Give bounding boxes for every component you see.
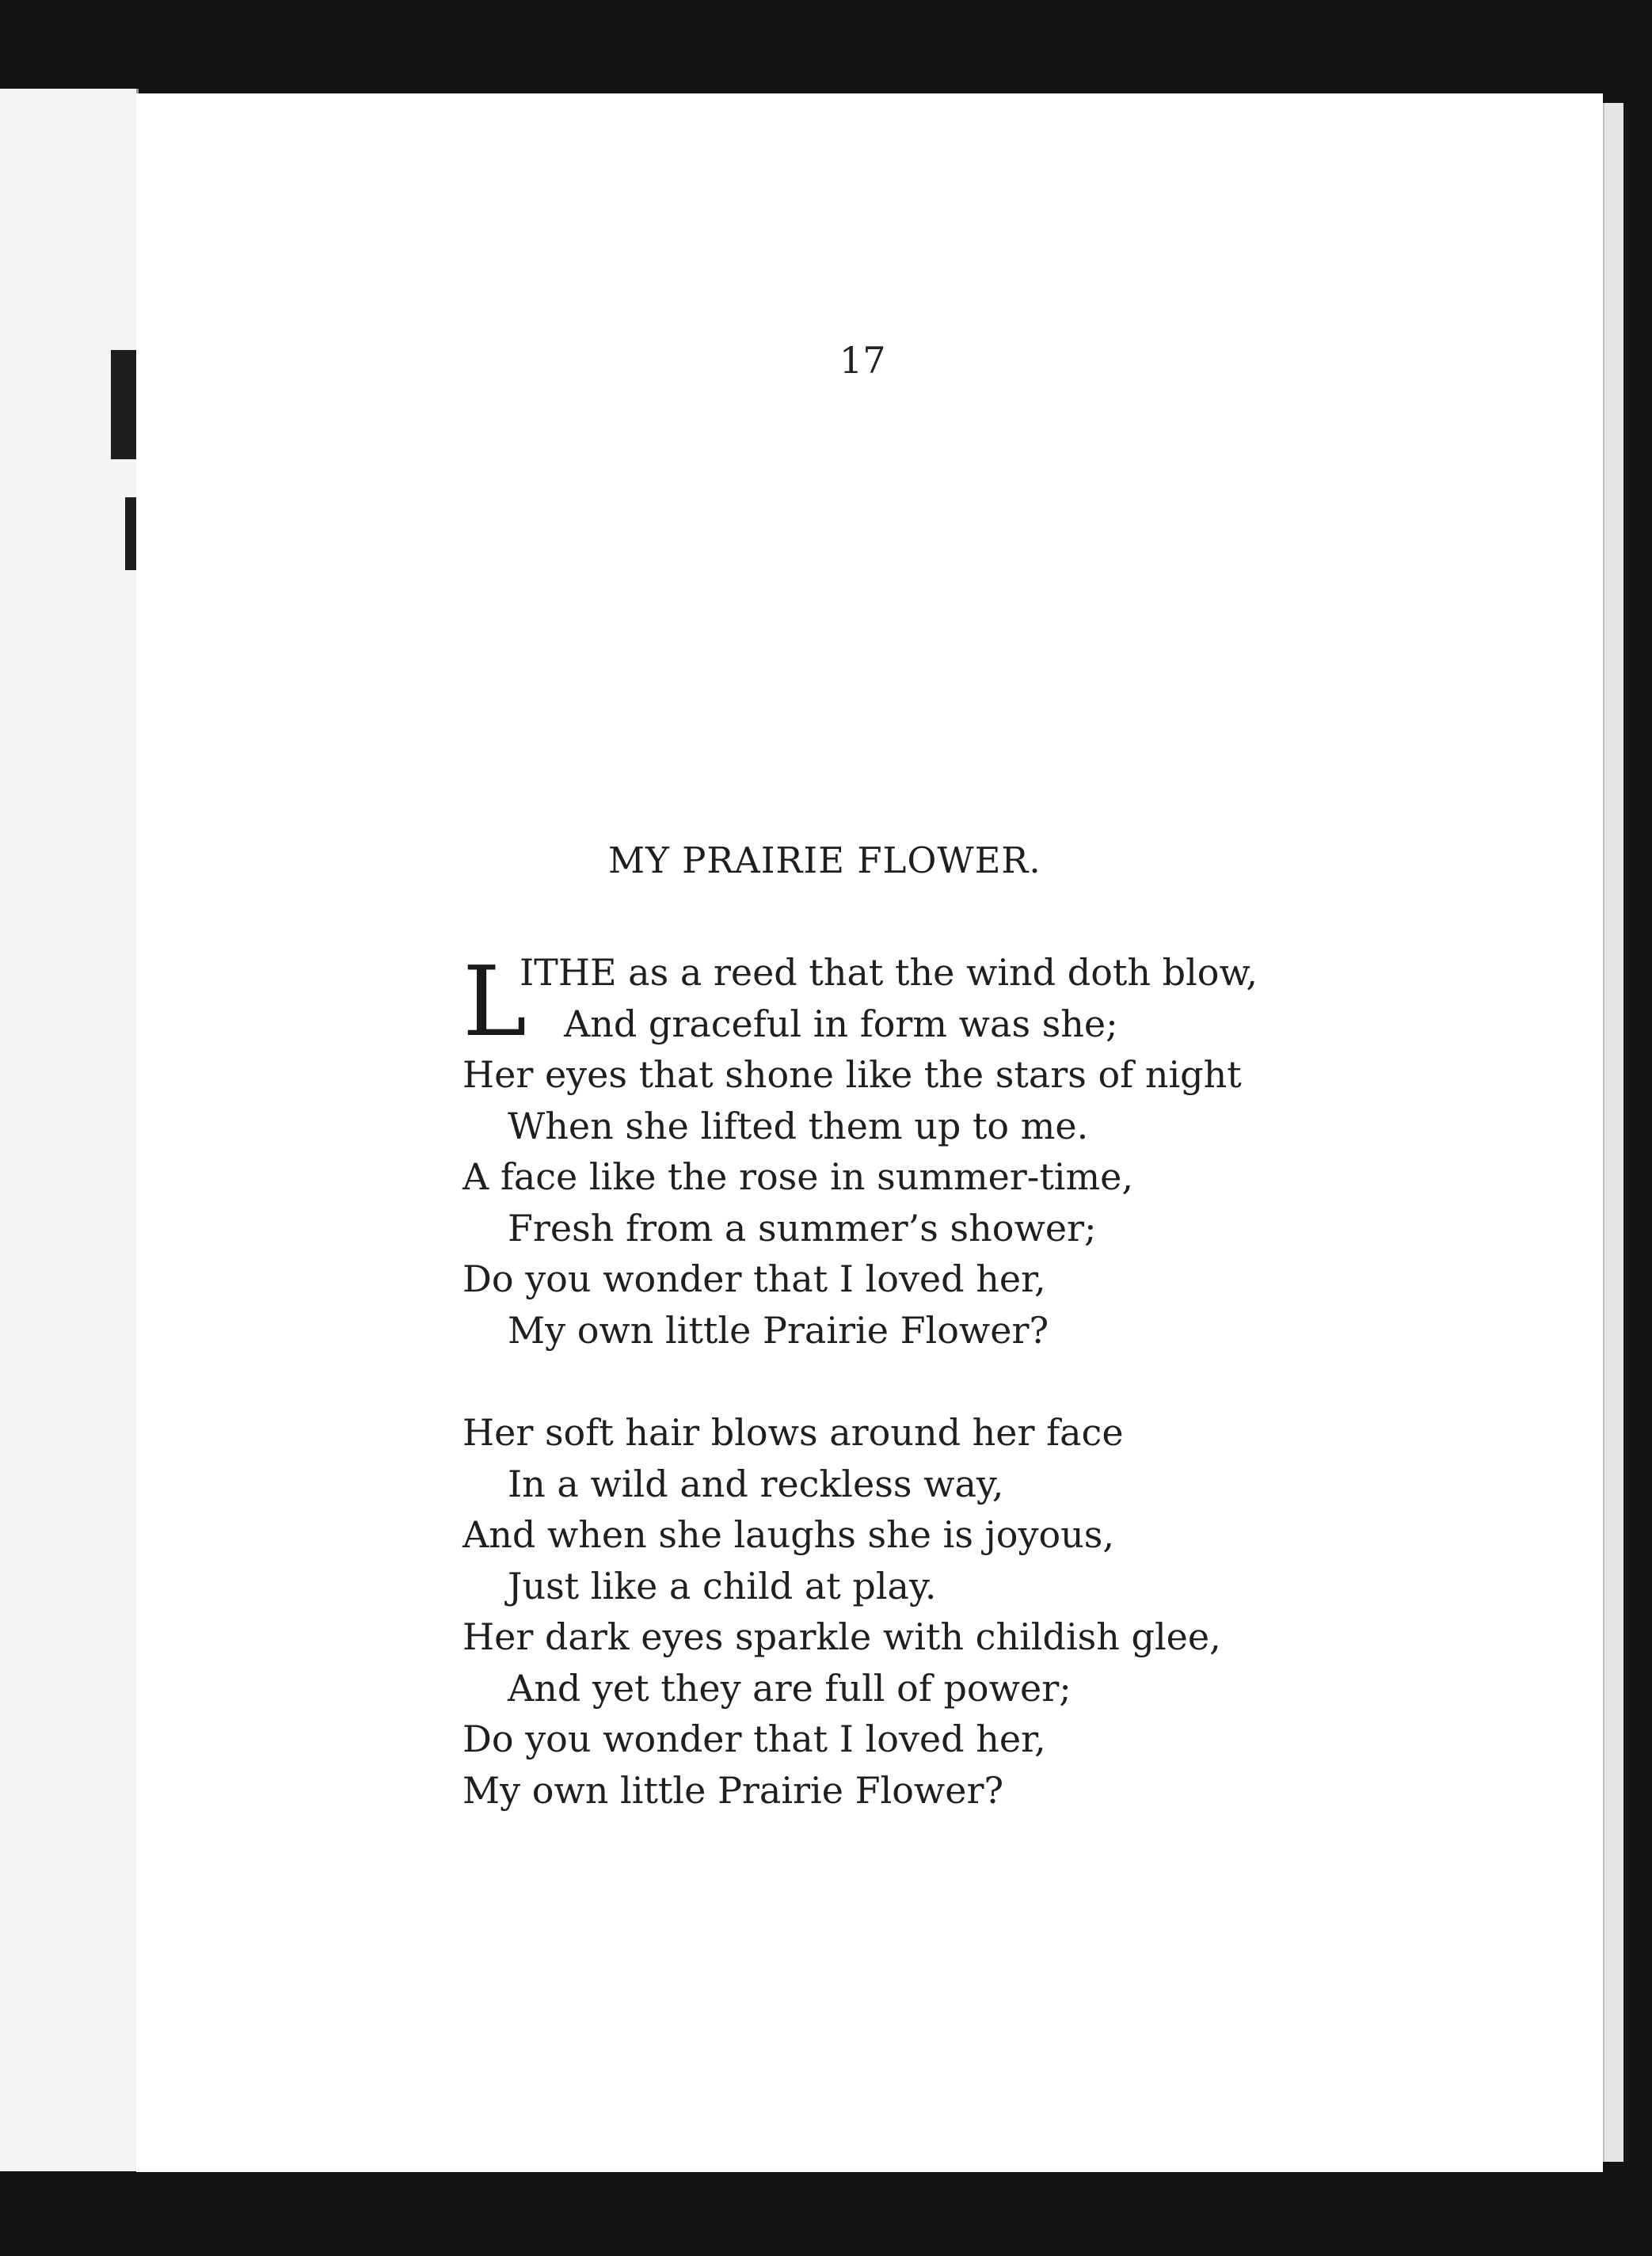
- poem-line: My own little Prairie Flower?: [462, 1768, 1004, 1812]
- page-number: 17: [839, 339, 886, 382]
- page-edge: [1603, 103, 1623, 2162]
- poem-line: My own little Prairie Flower?: [508, 1308, 1049, 1352]
- poem-line: When she lifted them up to me.: [508, 1104, 1089, 1147]
- poem-line: Do you wonder that I loved her,: [462, 1257, 1046, 1300]
- drop-cap: L: [462, 945, 527, 1058]
- poem-line: Her eyes that shone like the stars of night: [462, 1053, 1242, 1096]
- poem-line: Fresh from a summer’s shower;: [508, 1206, 1097, 1250]
- poem-line: In a wild and reckless way,: [508, 1462, 1004, 1505]
- poem-line: Her dark eyes sparkle with childish glee,: [462, 1615, 1221, 1658]
- stanza-1: [462, 947, 1258, 1356]
- poem-line-text: ITHE as a reed that the wind doth blow,: [520, 951, 1258, 994]
- poem-line: Just like a child at play.: [508, 1564, 937, 1607]
- poem-line: And yet they are full of power;: [508, 1666, 1072, 1710]
- poem-line: And graceful in form was she;: [564, 1002, 1118, 1045]
- poem-line: Her soft hair blows around her face: [462, 1411, 1124, 1454]
- poem-title: MY PRAIRIE FLOWER.: [608, 839, 1041, 881]
- poem-line: Do you wonder that I loved her,: [462, 1718, 1046, 1760]
- gutter-mark: [111, 350, 136, 459]
- poem-line: And when she laughs she is joyous,: [462, 1513, 1115, 1556]
- poem-line: A face like the rose in summer-time,: [462, 1155, 1133, 1198]
- stanza-2: [462, 1407, 1258, 1816]
- poem-body: [462, 947, 1258, 1816]
